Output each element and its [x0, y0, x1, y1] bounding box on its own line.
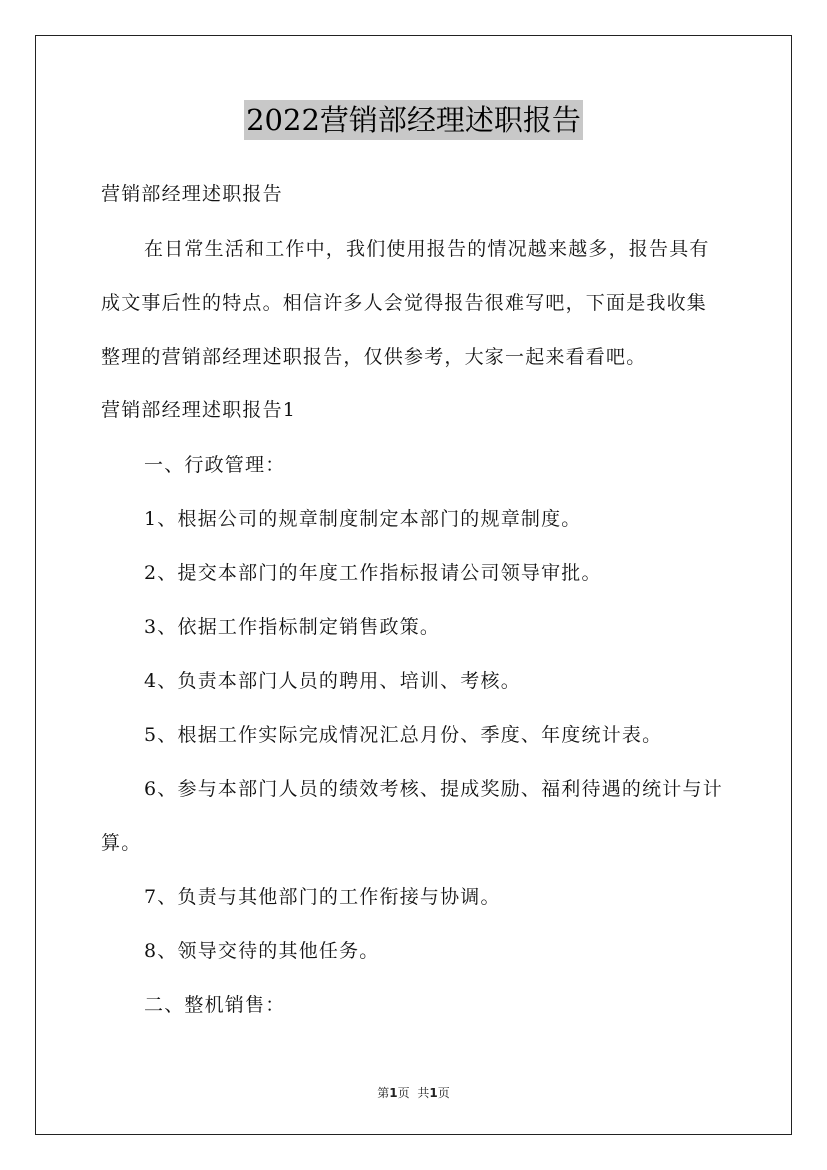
page-suffix: 页	[397, 1086, 410, 1100]
page-prefix: 第	[377, 1086, 390, 1100]
document-title-wrapper	[0, 100, 827, 140]
body-line: 二、整机销售：	[144, 994, 286, 1016]
body-line: 1、根据公司的规章制度制定本部门的规章制度。	[144, 508, 582, 530]
body-line: 营销部经理述职报告1	[101, 399, 297, 421]
page-number: 1	[389, 1086, 398, 1100]
body-line: 4、负责本部门人员的聘用、培训、考核。	[144, 670, 521, 692]
document-title: 2022营销部经理述职报告	[244, 100, 583, 140]
body-line: 3、依据工作指标制定销售政策。	[144, 616, 441, 638]
body-line: 6、参与本部门人员的绩效考核、提成奖励、福利待遇的统计与计	[144, 778, 723, 800]
page-footer	[0, 1085, 827, 1101]
body-line: 成文事后性的特点。相信许多人会觉得报告很难写吧，下面是我收集	[101, 292, 708, 314]
body-line: 营销部经理述职报告	[101, 183, 283, 205]
total-suffix: 页	[437, 1086, 450, 1100]
body-line: 算。	[101, 832, 142, 854]
total-pages: 1	[429, 1086, 438, 1100]
body-line: 5、根据工作实际完成情况汇总月份、季度、年度统计表。	[144, 724, 663, 746]
body-line: 一、行政管理：	[144, 454, 286, 476]
body-line: 整理的营销部经理述职报告，仅供参考，大家一起来看看吧。	[101, 346, 647, 368]
total-prefix: 共	[417, 1086, 430, 1100]
body-line: 8、领导交待的其他任务。	[144, 940, 380, 962]
body-line: 7、负责与其他部门的工作衔接与协调。	[144, 886, 501, 908]
body-line: 在日常生活和工作中，我们使用报告的情况越来越多，报告具有	[144, 238, 710, 260]
body-line: 2、提交本部门的年度工作指标报请公司领导审批。	[144, 562, 602, 584]
